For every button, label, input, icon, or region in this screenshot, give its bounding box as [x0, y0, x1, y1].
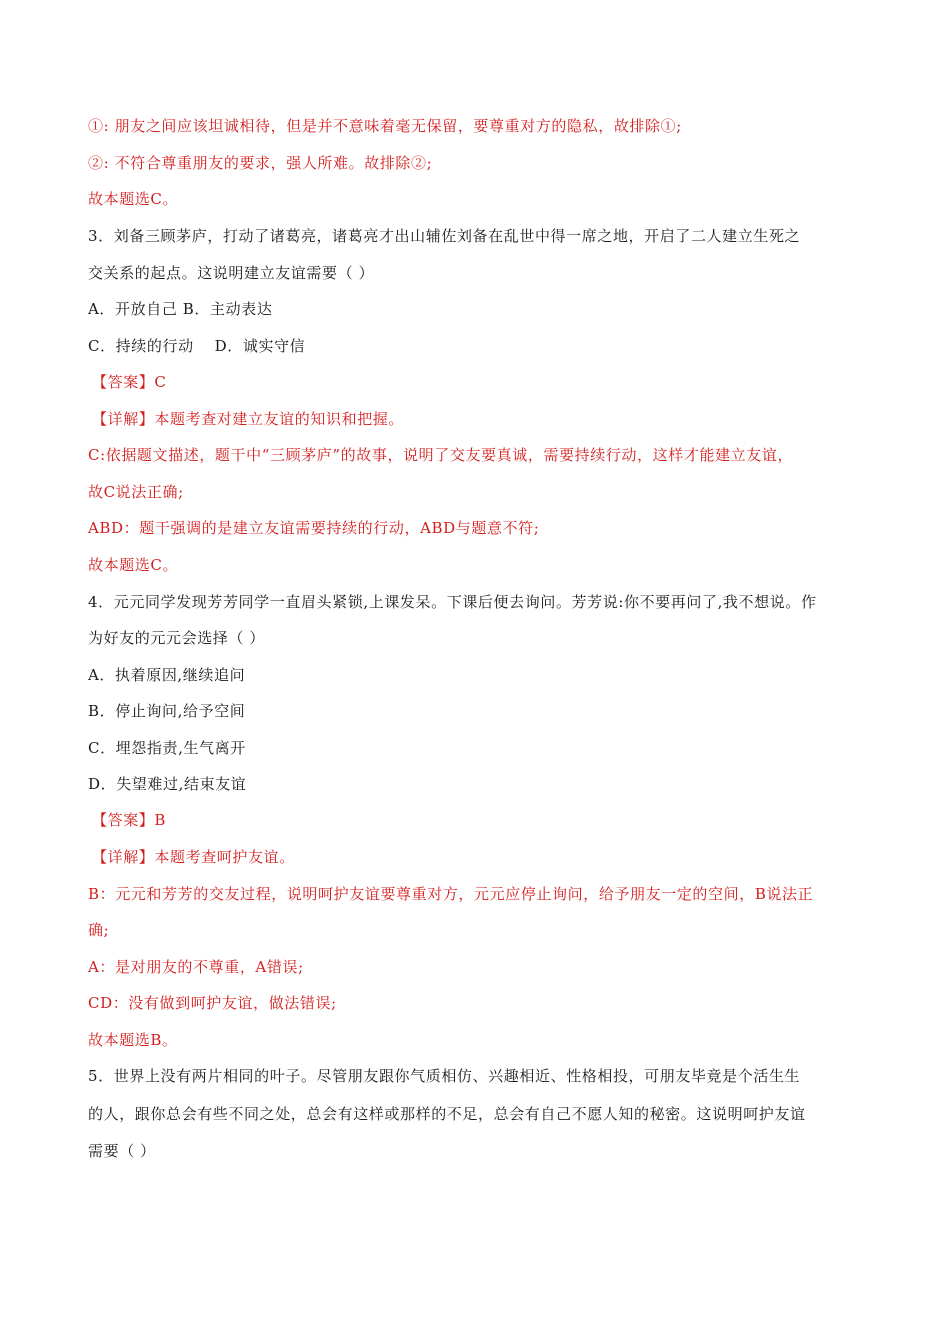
question-4-stem-cont: 为好友的元元会选择（ ） [88, 629, 265, 647]
explanation-label: 【详解】本题考查呵护友谊。 [92, 848, 295, 866]
analysis-line: B：元元和芳芳的交友过程，说明呵护友谊要尊重对方，元元应停止询问，给予朋友一定的空间，B说法正 [88, 885, 814, 903]
question-5-stem: 5．世界上没有两片相同的叶子。尽管朋友跟你气质相仿、兴趣相近、性格相投，可朋友毕竟是个活生生 [88, 1067, 801, 1085]
question-3-stem-cont: 交关系的起点。这说明建立友谊需要（ ） [88, 264, 375, 282]
analysis-line: CD：没有做到呵护友谊，做法错误; [88, 994, 337, 1012]
conclusion-line: 故本题选B。 [88, 1031, 178, 1049]
analysis-line: 故C说法正确; [88, 483, 184, 501]
question-4-option-b: B．停止询问,给予空间 [88, 702, 246, 720]
answer-label: 【答案】B [92, 811, 167, 829]
analysis-line: ①: 朋友之间应该坦诚相待，但是并不意味着毫无保留，要尊重对方的隐私，故排除①; [88, 117, 682, 135]
question-5-stem-cont: 的人，跟你总会有些不同之处，总会有这样或那样的不足，总会有自己不愿人知的秘密。这说明呵护友谊 [88, 1105, 806, 1123]
question-4-option-c: C．埋怨指责,生气离开 [88, 739, 246, 757]
analysis-line: ABD：题干强调的是建立友谊需要持续的行动，ABD与题意不符; [88, 519, 540, 537]
question-3-options-cd: C．持续的行动 D．诚实守信 [88, 337, 306, 355]
question-4-option-d: D．失望难过,结束友谊 [88, 775, 247, 793]
conclusion-line: 故本题选C。 [88, 190, 179, 208]
explanation-label: 【详解】本题考查对建立友谊的知识和把握。 [92, 410, 405, 428]
question-4-stem: 4．元元同学发现芳芳同学一直眉头紧锁,上课发呆。下课后便去询问。芳芳说:你不要再问了,我不想说。作 [88, 593, 817, 611]
analysis-line: A：是对朋友的不尊重，A错误; [88, 958, 304, 976]
question-4-option-a: A．执着原因,继续追问 [88, 666, 246, 684]
answer-label: 【答案】C [92, 373, 167, 391]
question-3-options-ab: A．开放自己 B．主动表达 [88, 300, 273, 318]
conclusion-line: 故本题选C。 [88, 556, 179, 574]
analysis-line: ②: 不符合尊重朋友的要求，强人所难。故排除②; [88, 154, 433, 172]
analysis-line: C:依据题文描述，题干中“三顾茅庐”的故事，说明了交友要真诚，需要持续行动，这样才能建立友谊， [88, 446, 794, 464]
question-3-stem: 3．刘备三顾茅庐，打动了诸葛亮，诸葛亮才出山辅佐刘备在乱世中得一席之地，开启了二人建立生死之 [88, 227, 801, 245]
analysis-line: 确; [88, 921, 110, 939]
question-5-stem-end: 需要（ ） [88, 1142, 156, 1160]
